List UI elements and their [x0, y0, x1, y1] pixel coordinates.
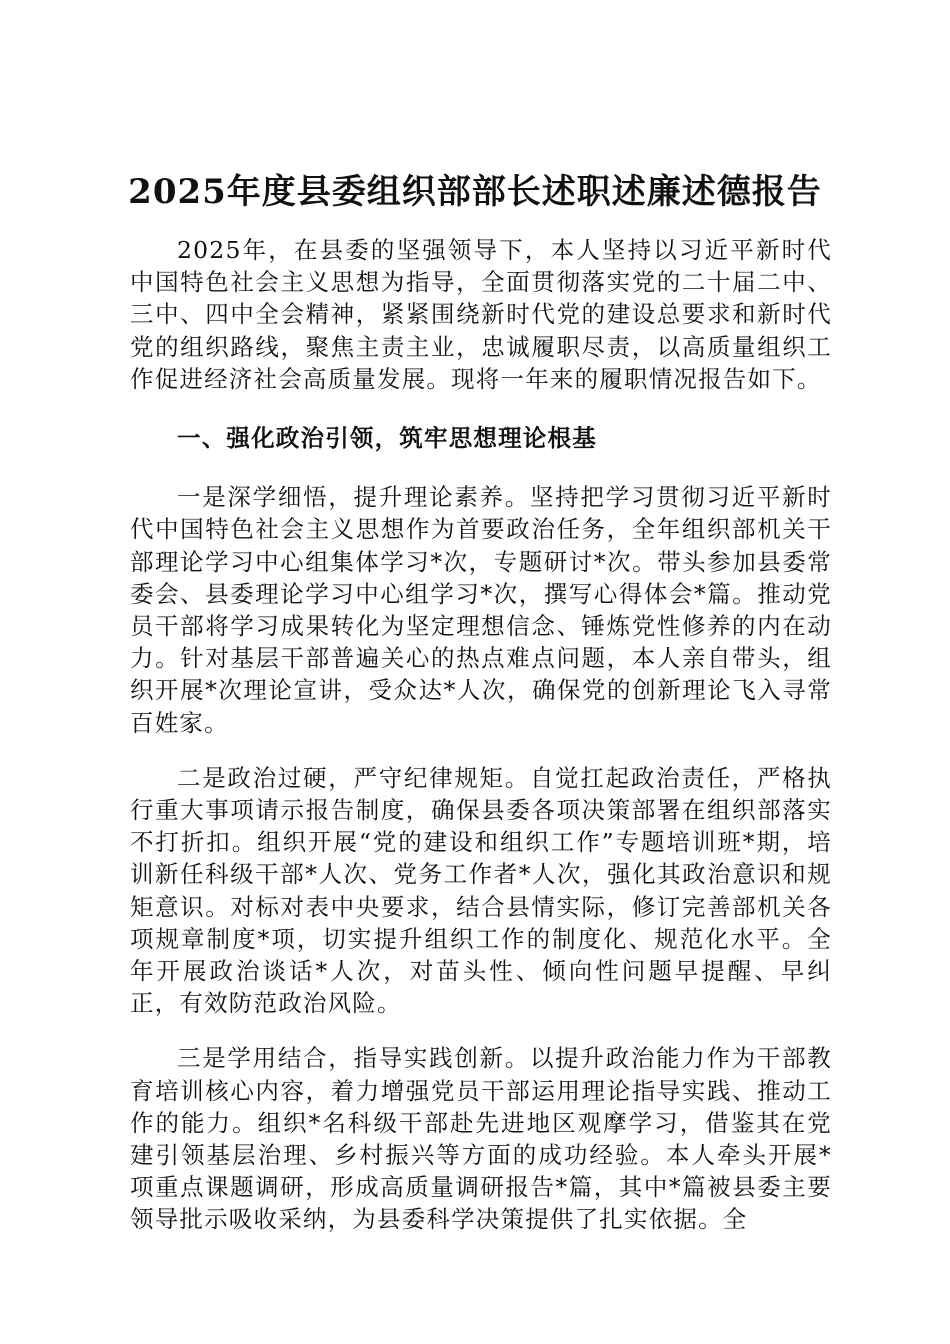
- body-paragraph-2: 二是政治过硬，严守纪律规矩。自觉扛起政治责任，严格执行重大事项请示报告制度，确保县委各项决策部署在组织部落实不打折扣。组织开展“党的建设和组织工作”专题培训班*期，培训新任科级干部*人次、党务工作者*人次，强化其政治意识和规矩意识。对标对表中央要求，结合县情实际，修订完善部机关各项规章制度*项，切实提升组织工作的制度化、规范化水平。全年开展政治谈话*人次，对苗头性、倾向性问题早提醒、早纠正，有效防范政治风险。: [130, 763, 832, 1018]
- document-body: [130, 234, 832, 1236]
- body-paragraph-3: 三是学用结合，指导实践创新。以提升政治能力作为干部教育培训核心内容，着力增强党员干部运用理论指导实践、推动工作的能力。组织*名科级干部赴先进地区观摩学习，借鉴其在党建引领基层治理、乡村振兴等方面的成功经验。本人牵头开展*项重点课题调研，形成高质量调研报告*篇，其中*篇被县委主要领导批示吸收采纳，为县委科学决策提供了扎实依据。全: [130, 1044, 832, 1234]
- document-title: 2025年度县委组织部部长述职述廉述德报告: [128, 172, 822, 212]
- section-heading: 一、强化政治引领，筑牢思想理论根基: [177, 424, 597, 453]
- intro-paragraph: 2025年，在县委的坚强领导下，本人坚持以习近平新时代中国特色社会主义思想为指导，全面贯彻落实党的二十届二中、三中、四中全会精神，紧紧围绕新时代党的建设总要求和新时代党的组织路线，聚焦主责主业，忠诚履职尽责，以高质量组织工作促进经济社会高质量发展。现将一年来的履职情况报告如下。: [130, 236, 832, 393]
- body-paragraph-1: 一是深学细悟，提升理论素养。坚持把学习贯彻习近平新时代中国特色社会主义思想作为首要政治任务，全年组织部机关干部理论学习中心组集体学习*次，专题研讨*次。带头参加县委常委会、县委理论学习中心组学习*次，撰写心得体会*篇。推动党员干部将学习成果转化为坚定理想信念、锤炼党性修养的内在动力。针对基层干部普遍关心的热点难点问题，本人亲自带头，组织开展*次理论宣讲，受众达*人次，确保党的创新理论飞入寻常百姓家。: [130, 483, 832, 737]
